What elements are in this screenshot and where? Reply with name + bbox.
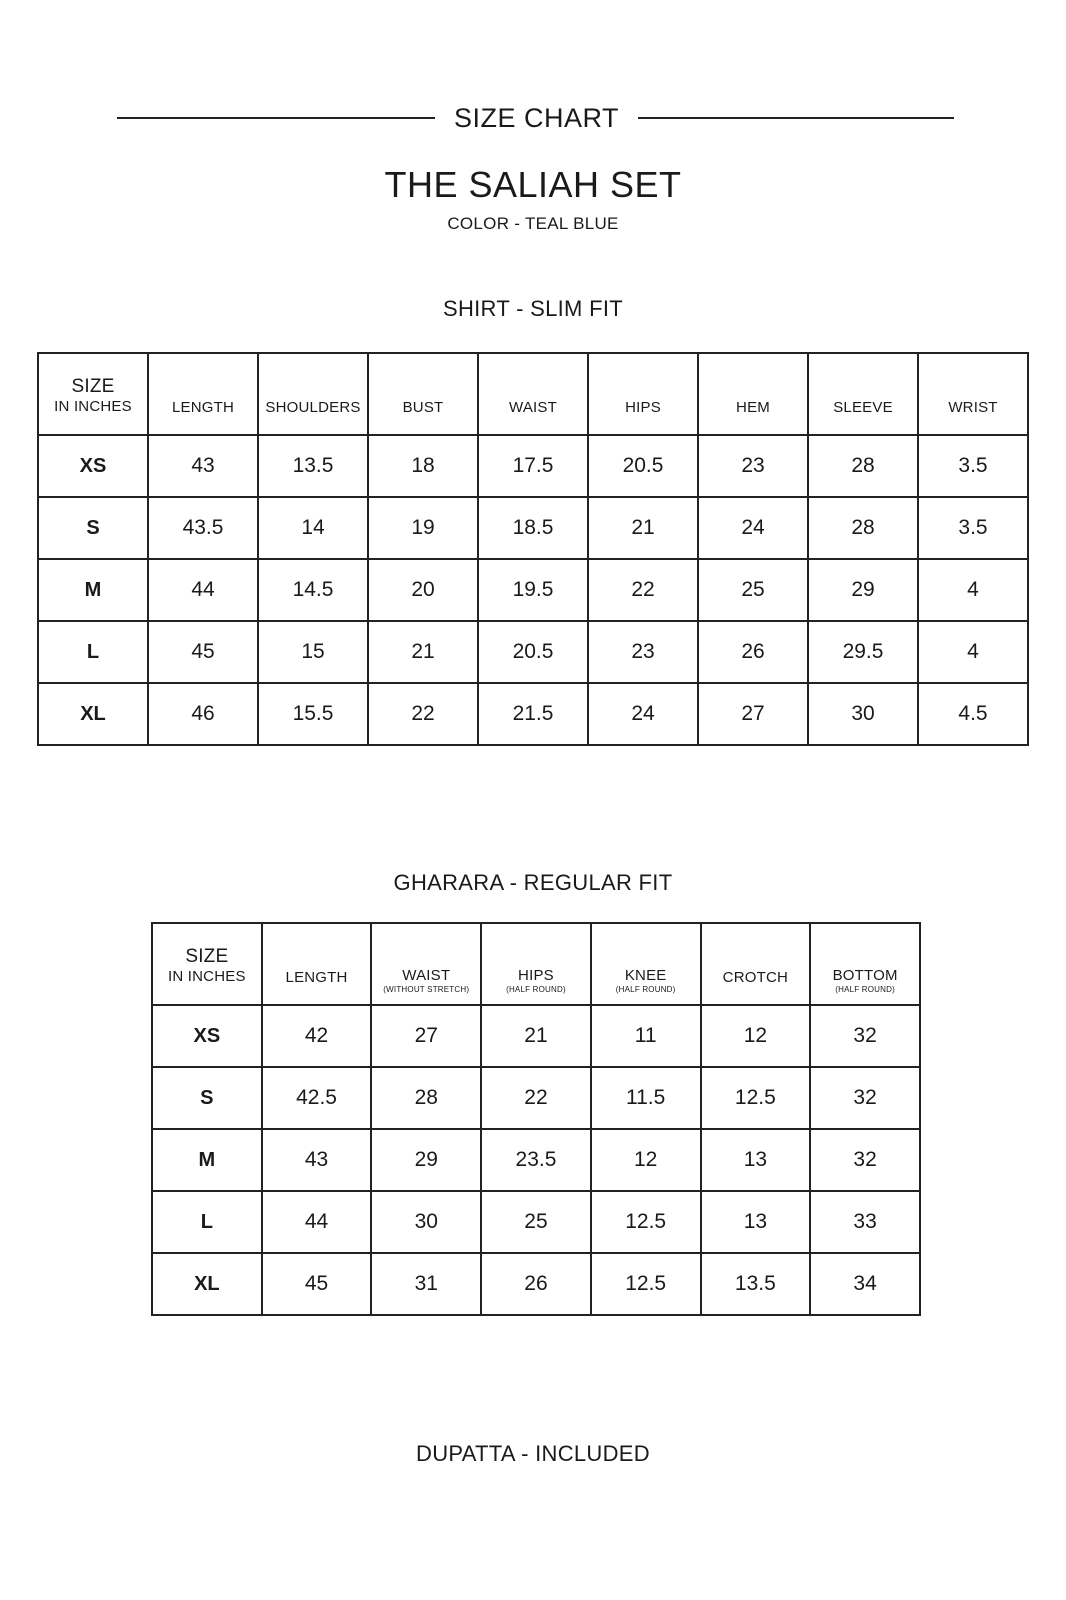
size-cell: S <box>38 497 148 559</box>
column-header-shoulders: SHOULDERS <box>258 353 368 435</box>
value-cell: 15 <box>258 621 368 683</box>
value-cell: 26 <box>698 621 808 683</box>
column-header-crotch <box>701 923 811 1005</box>
value-cell: 27 <box>371 1005 481 1067</box>
column-header-waist <box>371 923 481 1005</box>
value-cell: 43.5 <box>148 497 258 559</box>
value-cell: 28 <box>808 497 918 559</box>
value-cell: 13.5 <box>258 435 368 497</box>
value-cell: 29 <box>371 1129 481 1191</box>
value-cell: 15.5 <box>258 683 368 745</box>
value-cell: 11 <box>591 1005 701 1067</box>
size-cell: XL <box>38 683 148 745</box>
column-header-wrist: WRIST <box>918 353 1028 435</box>
value-cell: 12.5 <box>701 1067 811 1129</box>
value-cell: 25 <box>698 559 808 621</box>
value-cell: 12 <box>701 1005 811 1067</box>
value-cell: 32 <box>810 1067 920 1129</box>
value-cell: 14.5 <box>258 559 368 621</box>
dupatta-section-title: DUPATTA - INCLUDED <box>416 1441 650 1466</box>
value-cell: 20.5 <box>478 621 588 683</box>
table-row <box>152 1253 920 1315</box>
value-cell: 19 <box>368 497 478 559</box>
column-header-hips: HIPS <box>588 353 698 435</box>
column-header-hem: HEM <box>698 353 808 435</box>
table-row <box>38 621 1028 683</box>
value-cell: 14 <box>258 497 368 559</box>
table-row <box>152 1005 920 1067</box>
value-cell: 28 <box>371 1067 481 1129</box>
size-header-label: SIZE <box>71 376 115 397</box>
value-cell: 29 <box>808 559 918 621</box>
table-row <box>38 683 1028 745</box>
value-cell: 44 <box>262 1191 372 1253</box>
column-header-bust: BUST <box>368 353 478 435</box>
size-cell: S <box>152 1067 262 1129</box>
gharara-section-title: GHARARA - REGULAR FIT <box>393 870 673 895</box>
table-row <box>152 1191 920 1253</box>
size-cell: L <box>38 621 148 683</box>
value-cell: 31 <box>371 1253 481 1315</box>
value-cell: 12 <box>591 1129 701 1191</box>
column-header-label: CROTCH <box>722 969 789 986</box>
value-cell: 32 <box>810 1005 920 1067</box>
table-row <box>152 1129 920 1191</box>
value-cell: 18 <box>368 435 478 497</box>
column-header-label: KNEE <box>624 967 667 984</box>
value-cell: 12.5 <box>591 1253 701 1315</box>
value-cell: 22 <box>368 683 478 745</box>
value-cell: 20.5 <box>588 435 698 497</box>
size-chart-header <box>0 98 1066 138</box>
value-cell: 46 <box>148 683 258 745</box>
value-cell: 43 <box>262 1129 372 1191</box>
size-cell: L <box>152 1191 262 1253</box>
table-row <box>38 559 1028 621</box>
value-cell: 19.5 <box>478 559 588 621</box>
value-cell: 22 <box>588 559 698 621</box>
column-header-knee <box>591 923 701 1005</box>
size-header-unit: IN INCHES <box>54 398 132 415</box>
value-cell: 27 <box>698 683 808 745</box>
size-header <box>152 923 262 1005</box>
size-cell: XS <box>152 1005 262 1067</box>
value-cell: 23.5 <box>481 1129 591 1191</box>
table-row <box>152 1067 920 1129</box>
value-cell: 26 <box>481 1253 591 1315</box>
value-cell: 30 <box>371 1191 481 1253</box>
product-color: COLOR - TEAL BLUE <box>447 214 619 233</box>
size-cell: M <box>152 1129 262 1191</box>
shirt-header-row <box>38 353 1028 435</box>
value-cell: 18.5 <box>478 497 588 559</box>
column-header-label: BOTTOM <box>832 967 898 984</box>
column-header-note: (WITHOUT STRETCH) <box>383 985 470 994</box>
value-cell: 20 <box>368 559 478 621</box>
value-cell: 17.5 <box>478 435 588 497</box>
value-cell: 22 <box>481 1067 591 1129</box>
shirt-section-title: SHIRT - SLIM FIT <box>442 296 623 321</box>
value-cell: 11.5 <box>591 1067 701 1129</box>
value-cell: 21 <box>481 1005 591 1067</box>
size-header-label: SIZE <box>185 946 229 967</box>
gharara-size-table <box>151 922 921 1316</box>
value-cell: 43 <box>148 435 258 497</box>
value-cell: 13 <box>701 1191 811 1253</box>
column-header-hips <box>481 923 591 1005</box>
divider-left <box>117 117 435 119</box>
size-header-unit: IN INCHES <box>168 968 246 985</box>
size-header <box>38 353 148 435</box>
value-cell: 28 <box>808 435 918 497</box>
value-cell: 45 <box>262 1253 372 1315</box>
column-header-sleeve: SLEEVE <box>808 353 918 435</box>
value-cell: 45 <box>148 621 258 683</box>
value-cell: 4.5 <box>918 683 1028 745</box>
column-header-note: (HALF ROUND) <box>506 985 566 994</box>
column-header-bottom <box>810 923 920 1005</box>
value-cell: 4 <box>918 559 1028 621</box>
column-header-label: HIPS <box>518 967 554 984</box>
value-cell: 24 <box>588 683 698 745</box>
column-header-note: (HALF ROUND) <box>835 985 895 994</box>
value-cell: 13 <box>701 1129 811 1191</box>
value-cell: 21.5 <box>478 683 588 745</box>
value-cell: 33 <box>810 1191 920 1253</box>
column-header-length: LENGTH <box>148 353 258 435</box>
value-cell: 23 <box>588 621 698 683</box>
value-cell: 21 <box>368 621 478 683</box>
divider-right <box>638 117 954 119</box>
value-cell: 23 <box>698 435 808 497</box>
value-cell: 34 <box>810 1253 920 1315</box>
table-row <box>38 497 1028 559</box>
product-name: THE SALIAH SET <box>384 164 682 205</box>
value-cell: 12.5 <box>591 1191 701 1253</box>
value-cell: 42 <box>262 1005 372 1067</box>
value-cell: 3.5 <box>918 435 1028 497</box>
value-cell: 21 <box>588 497 698 559</box>
size-cell: M <box>38 559 148 621</box>
size-cell: XL <box>152 1253 262 1315</box>
value-cell: 3.5 <box>918 497 1028 559</box>
value-cell: 24 <box>698 497 808 559</box>
shirt-size-table <box>37 352 1029 746</box>
value-cell: 30 <box>808 683 918 745</box>
gharara-header-row <box>152 923 920 1005</box>
column-header-label: WAIST <box>402 967 451 984</box>
column-header-waist: WAIST <box>478 353 588 435</box>
value-cell: 25 <box>481 1191 591 1253</box>
value-cell: 29.5 <box>808 621 918 683</box>
size-cell: XS <box>38 435 148 497</box>
value-cell: 32 <box>810 1129 920 1191</box>
table-row <box>38 435 1028 497</box>
value-cell: 42.5 <box>262 1067 372 1129</box>
column-header-note: (HALF ROUND) <box>615 985 676 994</box>
value-cell: 13.5 <box>701 1253 811 1315</box>
size-chart-title: SIZE CHART <box>453 103 620 133</box>
column-header-label: LENGTH <box>285 969 348 986</box>
value-cell: 4 <box>918 621 1028 683</box>
column-header-length <box>262 923 372 1005</box>
value-cell: 44 <box>148 559 258 621</box>
